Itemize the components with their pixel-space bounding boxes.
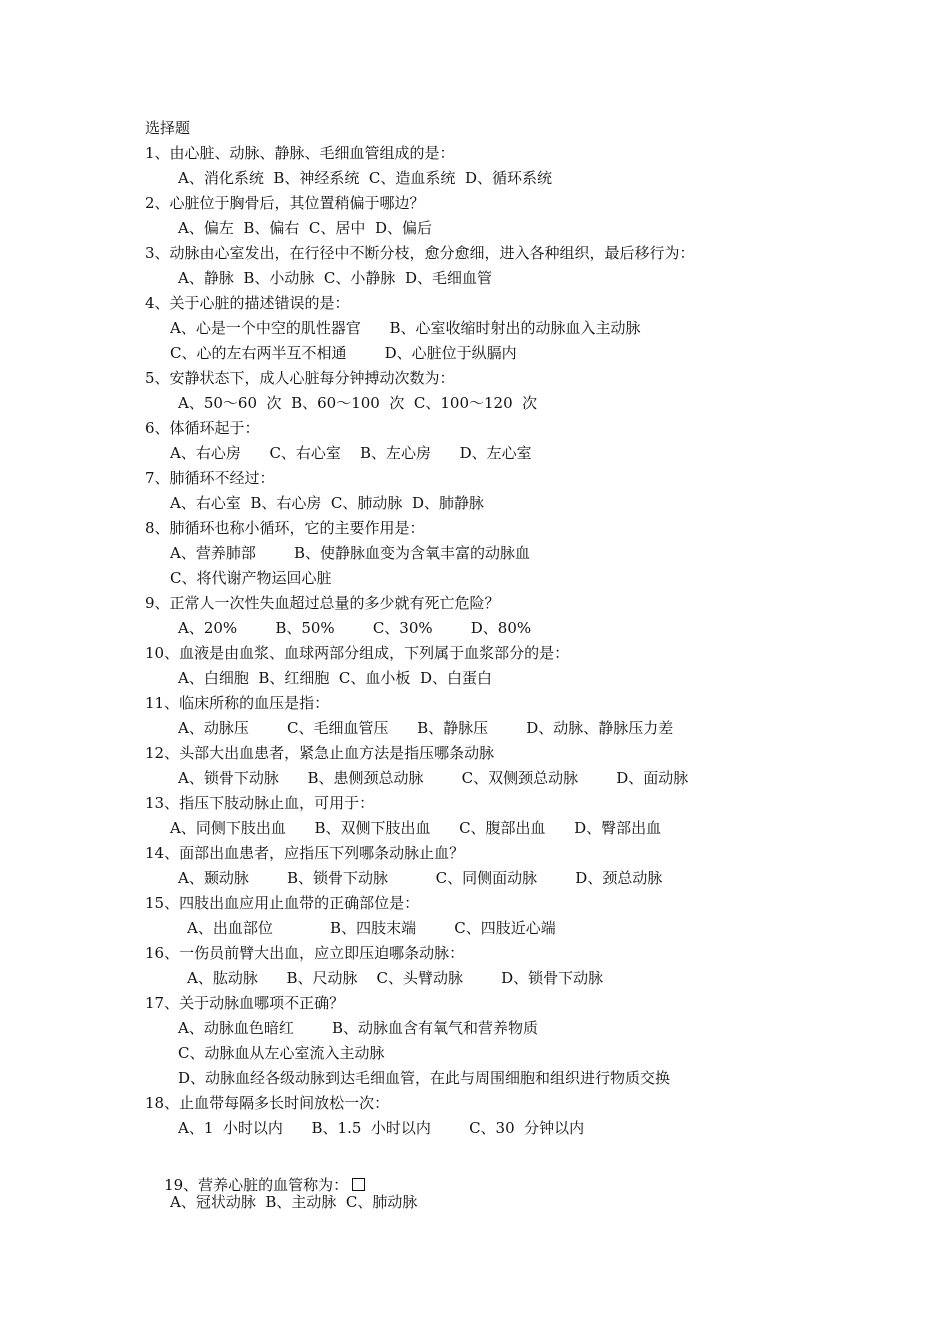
question-16-options: A、肱动脉 B、尺动脉 C、头臂动脉 D、锁骨下动脉 — [187, 969, 604, 987]
question-5: 5、安静状态下，成人心脏每分钟搏动次数为： — [145, 369, 455, 387]
question-17-options-line1: A、动脉血色暗红 B、动脉血含有氧气和营养物质 — [178, 1019, 539, 1037]
question-9-options: A、20% B、50% C、30% D、80% — [178, 619, 532, 637]
question-1-options: A、消化系统 B、神经系统 C、造血系统 D、循环系统 — [178, 169, 552, 187]
question-2-options: A、偏左 B、偏右 C、居中 D、偏后 — [178, 219, 432, 237]
question-7-options: A、右心室 B、右心房 C、肺动脉 D、肺静脉 — [170, 494, 484, 512]
question-9: 9、正常人一次性失血超过总量的多少就有死亡危险？ — [145, 594, 500, 612]
question-10-options: A、白细胞 B、红细胞 C、血小板 D、白蛋白 — [178, 669, 492, 687]
question-1: 1、由心脏、动脉、静脉、毛细血管组成的是： — [145, 144, 455, 162]
question-18: 18、止血带每隔多长时间放松一次： — [145, 1094, 390, 1112]
question-8-options-line1: A、营养肺部 B、使静脉血变为含氧丰富的动脉血 — [170, 544, 531, 562]
question-3-options: A、静脉 B、小动脉 C、小静脉 D、毛细血管 — [178, 269, 492, 287]
question-3: 3、动脉由心室发出，在行径中不断分枝，愈分愈细，进入各种组织，最后移行为： — [145, 244, 695, 262]
question-17-options-line2: C、动脉血从左心室流入主动脉 — [178, 1044, 385, 1062]
question-6-options: A、右心房 C、右心室 B、左心房 D、左心室 — [170, 444, 532, 462]
question-4: 4、关于心脏的描述错误的是： — [145, 294, 350, 312]
question-15: 15、四肢出血应用止血带的正确部位是： — [145, 894, 420, 912]
question-16: 16、一伤员前臂大出血，应立即压迫哪条动脉： — [145, 944, 465, 962]
question-13-options: A、同侧下肢出血 B、双侧下肢出血 C、腹部出血 D、臀部出血 — [170, 819, 662, 837]
question-19: 19、营养心脏的血管称为： — [164, 1176, 349, 1194]
question-12: 12、头部大出血患者，紧急止血方法是指压哪条动脉 — [145, 744, 495, 762]
question-17-options-line3: D、动脉血经各级动脉到达毛细血管，在此与周围细胞和组织进行物质交换 — [178, 1069, 671, 1087]
question-8-options-line2: C、将代谢产物运回心脏 — [170, 569, 332, 587]
question-15-options: A、出血部位 B、四肢末端 C、四肢近心端 — [187, 919, 556, 937]
question-4-options-line2: C、心的左右两半互不相通 D、心脏位于纵膈内 — [170, 344, 517, 362]
question-11-options: A、动脉压 C、毛细血管压 B、静脉压 D、动脉、静脉压力差 — [178, 719, 674, 737]
question-4-options-line1: A、心是一个中空的肌性器官 B、心室收缩时射出的动脉血入主动脉 — [170, 319, 641, 337]
question-18-options: A、1 小时以内 B、1.5 小时以内 C、30 分钟以内 — [178, 1119, 585, 1137]
question-19-options: A、冠状动脉 B、主动脉 C、肺动脉 — [170, 1193, 418, 1211]
question-8: 8、肺循环也称小循环，它的主要作用是： — [145, 519, 425, 537]
section-heading: 选择题 — [145, 119, 191, 137]
answer-checkbox[interactable] — [352, 1178, 365, 1191]
question-2: 2、心脏位于胸骨后，其位置稍偏于哪边？ — [145, 194, 425, 212]
question-11: 11、临床所称的血压是指： — [145, 694, 330, 712]
question-14: 14、面部出血患者，应指压下列哪条动脉止血？ — [145, 844, 465, 862]
question-12-options: A、锁骨下动脉 B、患侧颈总动脉 C、双侧颈总动脉 D、面动脉 — [178, 769, 689, 787]
question-13: 13、指压下肢动脉止血，可用于： — [145, 794, 375, 812]
question-10: 10、血液是由血浆、血球两部分组成，下列属于血浆部分的是： — [145, 644, 570, 662]
question-14-options: A、颞动脉 B、锁骨下动脉 C、同侧面动脉 D、颈总动脉 — [178, 869, 663, 887]
question-6: 6、体循环起于： — [145, 419, 260, 437]
question-7: 7、肺循环不经过： — [145, 469, 275, 487]
question-17: 17、关于动脉血哪项不正确？ — [145, 994, 345, 1012]
question-5-options: A、50～60 次 B、60～100 次 C、100～120 次 — [178, 394, 538, 412]
